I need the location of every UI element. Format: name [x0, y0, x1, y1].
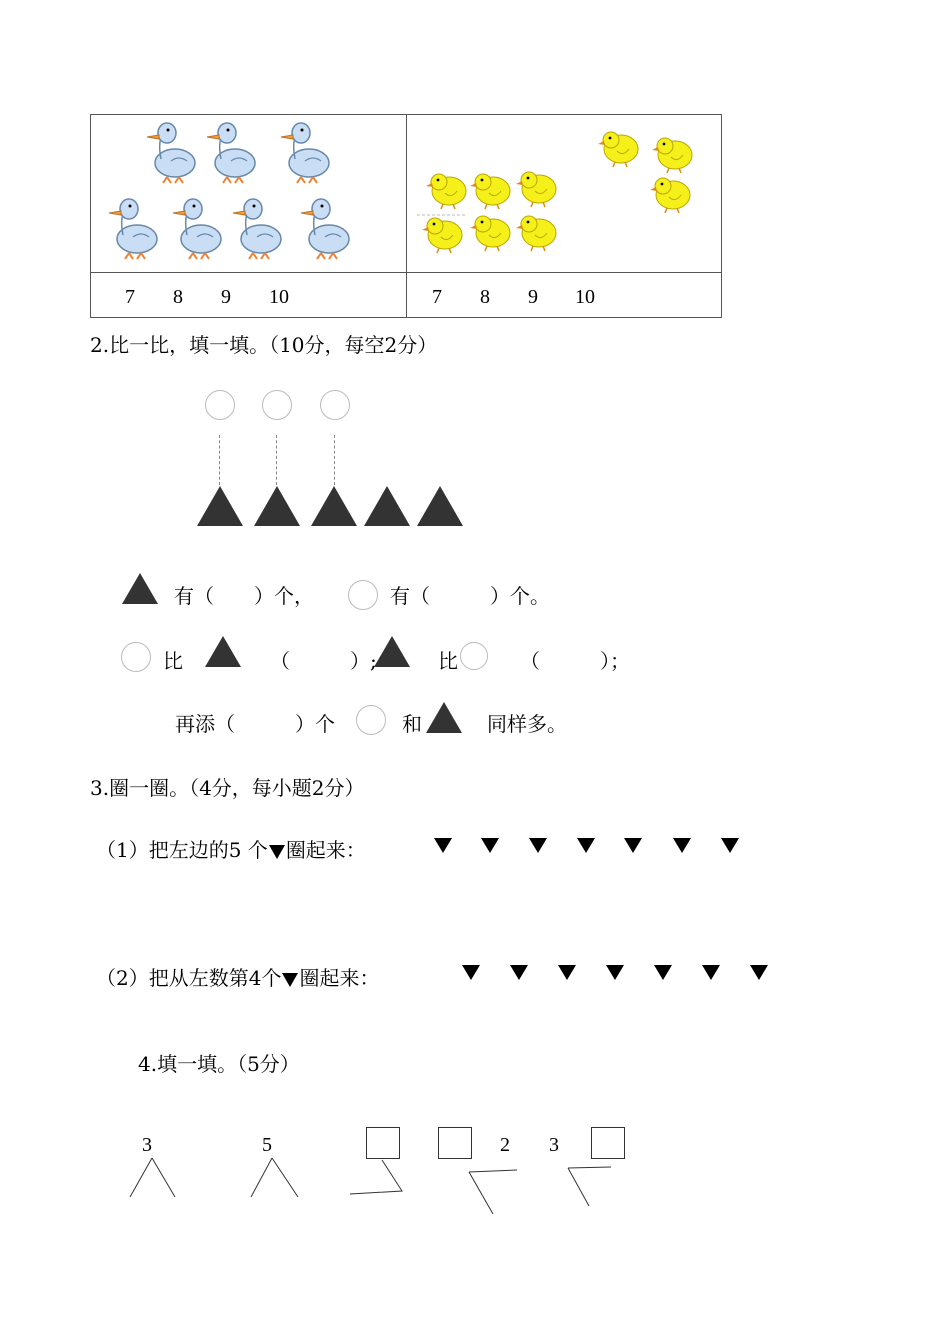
duck: [207, 123, 255, 183]
chick: [598, 132, 638, 167]
duck: [233, 199, 281, 259]
circle-shape: [205, 390, 235, 420]
number-option[interactable]: 10: [269, 286, 289, 308]
number-option[interactable]: 9: [528, 286, 538, 308]
circle-icon: [460, 642, 488, 670]
chick: [426, 174, 466, 209]
q2-title: 2.比一比，填一填。（10分，每空2分）: [90, 333, 438, 357]
bond-part-number: 3: [549, 1134, 559, 1156]
circle-shape: [262, 390, 292, 420]
down-triangle[interactable]: [577, 838, 595, 853]
q3-item2-prefix: （2）把从左数第4个: [96, 966, 282, 990]
down-triangle[interactable]: [721, 838, 739, 853]
down-triangle-icon: [269, 845, 285, 859]
circle-icon: [356, 705, 386, 735]
line2-text-d: （ ）；: [520, 649, 630, 673]
number-option[interactable]: 8: [173, 286, 183, 308]
number-option[interactable]: 8: [480, 286, 490, 308]
down-triangle[interactable]: [510, 965, 528, 980]
chick: [470, 174, 510, 209]
duck: [281, 123, 329, 183]
line2-text-a: 比: [163, 649, 183, 673]
down-triangle[interactable]: [624, 838, 642, 853]
match-line: [219, 435, 220, 485]
duck: [173, 199, 221, 259]
down-triangle[interactable]: [606, 965, 624, 980]
down-triangle[interactable]: [462, 965, 480, 980]
down-triangle[interactable]: [434, 838, 452, 853]
triangle-shape: [254, 486, 300, 526]
duck: [109, 199, 157, 259]
counting-table: [90, 114, 722, 318]
number-option[interactable]: 7: [125, 286, 135, 308]
duck: [147, 123, 195, 183]
q3-item2: [96, 962, 379, 991]
q3-item1-suffix: 圈起来：: [285, 838, 366, 862]
circle-icon: [348, 580, 378, 610]
chick: [650, 178, 690, 213]
down-triangle[interactable]: [702, 965, 720, 980]
circle-icon: [121, 642, 151, 672]
match-line: [276, 435, 277, 485]
ducks-cell: [91, 115, 407, 273]
triangle-icon: [205, 636, 241, 667]
number-option[interactable]: 10: [575, 286, 595, 308]
q4-title: 4.填一填。（5分）: [138, 1052, 300, 1076]
bond-part-number: 2: [500, 1134, 510, 1156]
bond-lines: [120, 1150, 640, 1220]
ducks-number-row: [91, 273, 407, 318]
line1-text-a: 有（ ）个，: [174, 584, 314, 608]
number-option[interactable]: 9: [221, 286, 231, 308]
chicks-cell: [407, 115, 722, 273]
triangle-shape: [197, 486, 243, 526]
q3-title: 3.圈一圈。（4分，每小题2分）: [90, 776, 365, 800]
ducks-picture: [91, 115, 406, 268]
down-triangle-icon: [282, 973, 298, 987]
triangle-shape: [417, 486, 463, 526]
chick: [470, 216, 510, 251]
down-triangle[interactable]: [529, 838, 547, 853]
line3-text-a: 再添（ ）个: [175, 712, 335, 736]
down-triangle[interactable]: [481, 838, 499, 853]
line3-text-c: 同样多。: [487, 712, 567, 736]
down-triangle[interactable]: [673, 838, 691, 853]
q3-item1-prefix: （1）把左边的5 个: [96, 838, 268, 862]
triangle-shape: [364, 486, 410, 526]
triangle-icon: [122, 573, 158, 604]
triangle-shape: [311, 486, 357, 526]
bond-top-number: 5: [262, 1134, 272, 1156]
triangle-icon: [426, 702, 462, 733]
match-line: [334, 435, 335, 485]
q3-item2-suffix: 圈起来：: [299, 966, 380, 990]
triangle-icon: [374, 636, 410, 667]
down-triangle[interactable]: [654, 965, 672, 980]
circle-shape: [320, 390, 350, 420]
chick: [516, 172, 556, 207]
chick: [516, 216, 556, 251]
chick: [422, 218, 462, 253]
chicks-picture: [407, 115, 721, 268]
down-triangle[interactable]: [750, 965, 768, 980]
line3-text-b: 和: [402, 712, 422, 736]
bond-top-number: 3: [142, 1134, 152, 1156]
q3-item1: [96, 834, 366, 863]
duck: [301, 199, 349, 259]
down-triangle[interactable]: [558, 965, 576, 980]
number-option[interactable]: 7: [432, 286, 442, 308]
chicks-number-row: [407, 273, 722, 318]
line1-text-b: 有（ ）个。: [390, 584, 550, 608]
chick: [652, 138, 692, 173]
line2-text-c: 比: [438, 649, 458, 673]
line2-text-b: （ ）;: [270, 649, 377, 673]
